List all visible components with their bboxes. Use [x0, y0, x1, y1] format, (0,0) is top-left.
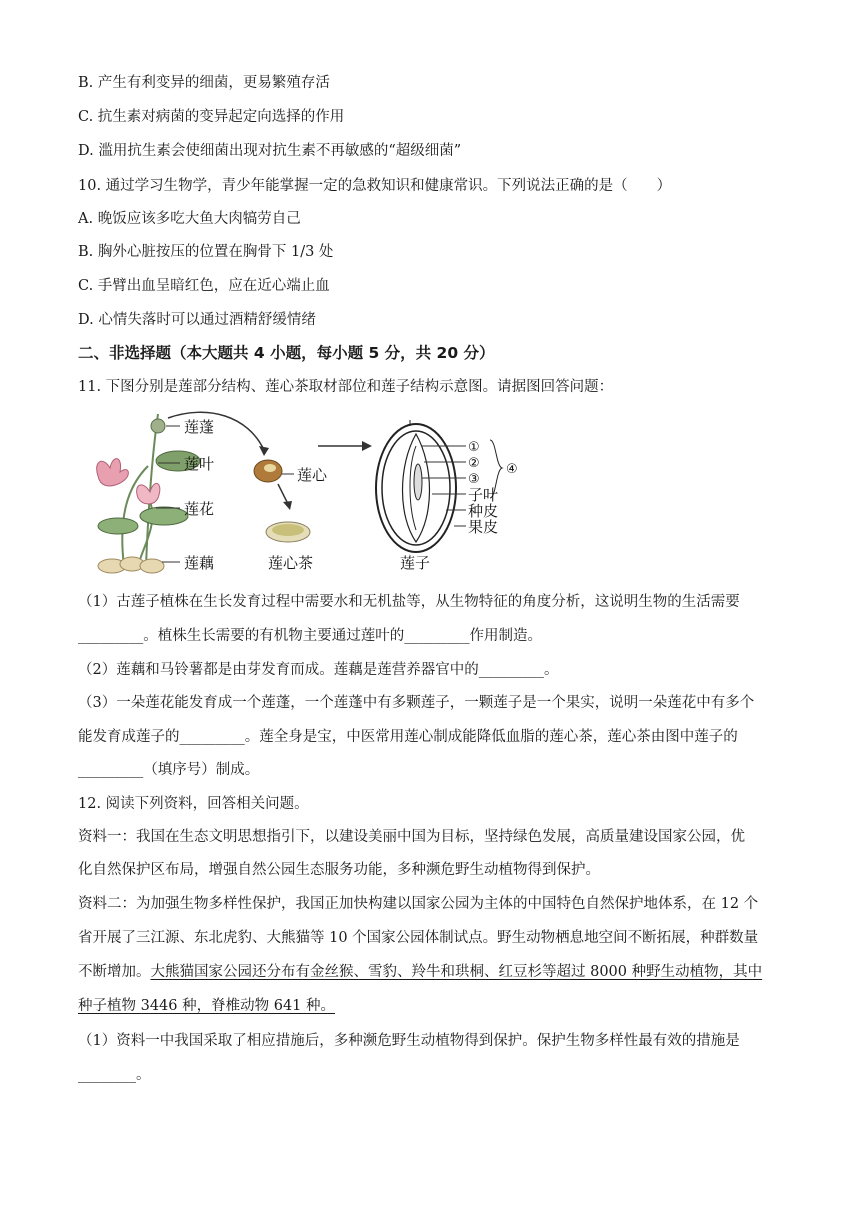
material-2-line1: 资料二：为加强生物多样性保护，我国正加快构建以国家公园为主体的中国特色自然保护地体系，在 12 个 [78, 896, 759, 912]
label-lianxin: 莲心 [297, 466, 328, 484]
q12-part1-line1: （1）资料一中我国采取了相应措施后，多种濒危野生动植物得到保护。保护生物多样性最有效的措施是 [78, 1033, 740, 1049]
label-zhongpi: 种皮 [468, 502, 499, 520]
q11-part3-line3: _________（填序号）制成。 [78, 762, 260, 778]
label-lianxincha: 莲心茶 [268, 554, 314, 572]
lotus-diagram [88, 406, 548, 580]
material-1-line2: 化自然保护区布局，增强自然公园生态服务功能，多种濒危野生动植物得到保护。 [78, 862, 600, 878]
option-10c: C. 手臂出血呈暗红色，应在近心端止血 [78, 278, 330, 294]
material-2-line4: 种子植物 3446 种，脊椎动物 641 种。 [78, 998, 336, 1014]
question-10: 10. 通过学习生物学，青少年能掌握一定的急救知识和健康常识。下列说法正确的是（ ） [78, 178, 672, 194]
option-9c: C. 抗生素对病菌的变异起定向选择的作用 [78, 109, 345, 125]
lotus-heart-illustration [254, 460, 282, 482]
q11-part2: （2）莲藕和马铃薯都是由芽发育而成。莲藕是莲营养器官中的_________。 [78, 662, 559, 678]
arrow-to-tea [278, 484, 288, 504]
tea-bowl-illustration [266, 522, 310, 542]
label-part-4: ④ [506, 462, 518, 477]
option-10b: B. 胸外心脏按压的位置在胸骨下 1/3 处 [78, 244, 334, 260]
lotus-figure [88, 406, 548, 580]
q11-part1-line2: _________。植株生长需要的有机物主要通过莲叶的_________作用制造。 [78, 628, 542, 644]
label-lianpeng: 莲蓬 [184, 418, 215, 436]
option-9b: B. 产生有利变异的细菌，更易繁殖存活 [78, 75, 330, 91]
label-part-3: ③ [468, 472, 480, 487]
q11-part3-line1: （3）一朵莲花能发育成一个莲蓬，一个莲蓬中有多颗莲子，一颗莲子是一个果实，说明一朵莲花中有多个 [78, 695, 755, 711]
material-2-underlined-text: 大熊猫国家公园还分布有金丝猴、雪豹、羚牛和珙桐、红豆杉等超过 8000 种野生动植物，其中 [150, 964, 763, 980]
q11-part3-line2: 能发育成莲子的_________。莲全身是宝，中医常用莲心制成能降低血脂的莲心茶，莲心茶由图中莲子的 [78, 729, 738, 745]
option-10d: D. 心情失落时可以通过酒精舒缓情绪 [78, 312, 316, 328]
label-part-2: ② [468, 456, 480, 471]
label-lianou: 莲藕 [184, 554, 215, 572]
material-2-plain-text: 不断增加。 [78, 964, 151, 980]
label-lianye: 莲叶 [184, 455, 215, 473]
q11-part1-line1: （1）古莲子植株在生长发育过程中需要水和无机盐等，从生物特征的角度分析，这说明生物的生活需要 [78, 594, 740, 610]
question-11: 11. 下图分别是莲部分结构、莲心茶取材部位和莲子结构示意图。请据图回答问题： [78, 379, 614, 395]
question-12: 12. 阅读下列资料，回答相关问题。 [78, 796, 309, 812]
material-2-line2: 省开展了三江源、东北虎豹、大熊猫等 10 个国家公园体制试点。野生动物栖息地空间不断拓展，种群数量 [78, 930, 759, 946]
material-1-line1: 资料一：我国在生态文明思想指引下，以建设美丽中国为目标，坚持绿色发展，高质量建设国家公园，优 [78, 829, 745, 845]
arrow-to-heart [168, 412, 264, 450]
label-guopi: 果皮 [468, 518, 499, 536]
material-2-line3 [78, 962, 762, 982]
option-10a: A. 晚饭应该多吃大鱼大肉犒劳自己 [78, 211, 301, 227]
section-heading: 二、非选择题（本大题共 4 小题，每小题 5 分，共 20 分） [78, 344, 495, 362]
label-ziye: 子叶 [468, 486, 499, 504]
lotus-seed-illustration [376, 420, 456, 552]
q12-part1-line2: ________。 [78, 1067, 151, 1083]
label-part-1: ① [468, 440, 480, 455]
option-9d: D. 滥用抗生素会使细菌出现对抗生素不再敏感的“超级细菌” [78, 143, 462, 159]
lotus-plant-illustration [97, 414, 200, 573]
label-lianhua: 莲花 [184, 500, 215, 518]
label-lianzi: 莲子 [400, 554, 431, 572]
